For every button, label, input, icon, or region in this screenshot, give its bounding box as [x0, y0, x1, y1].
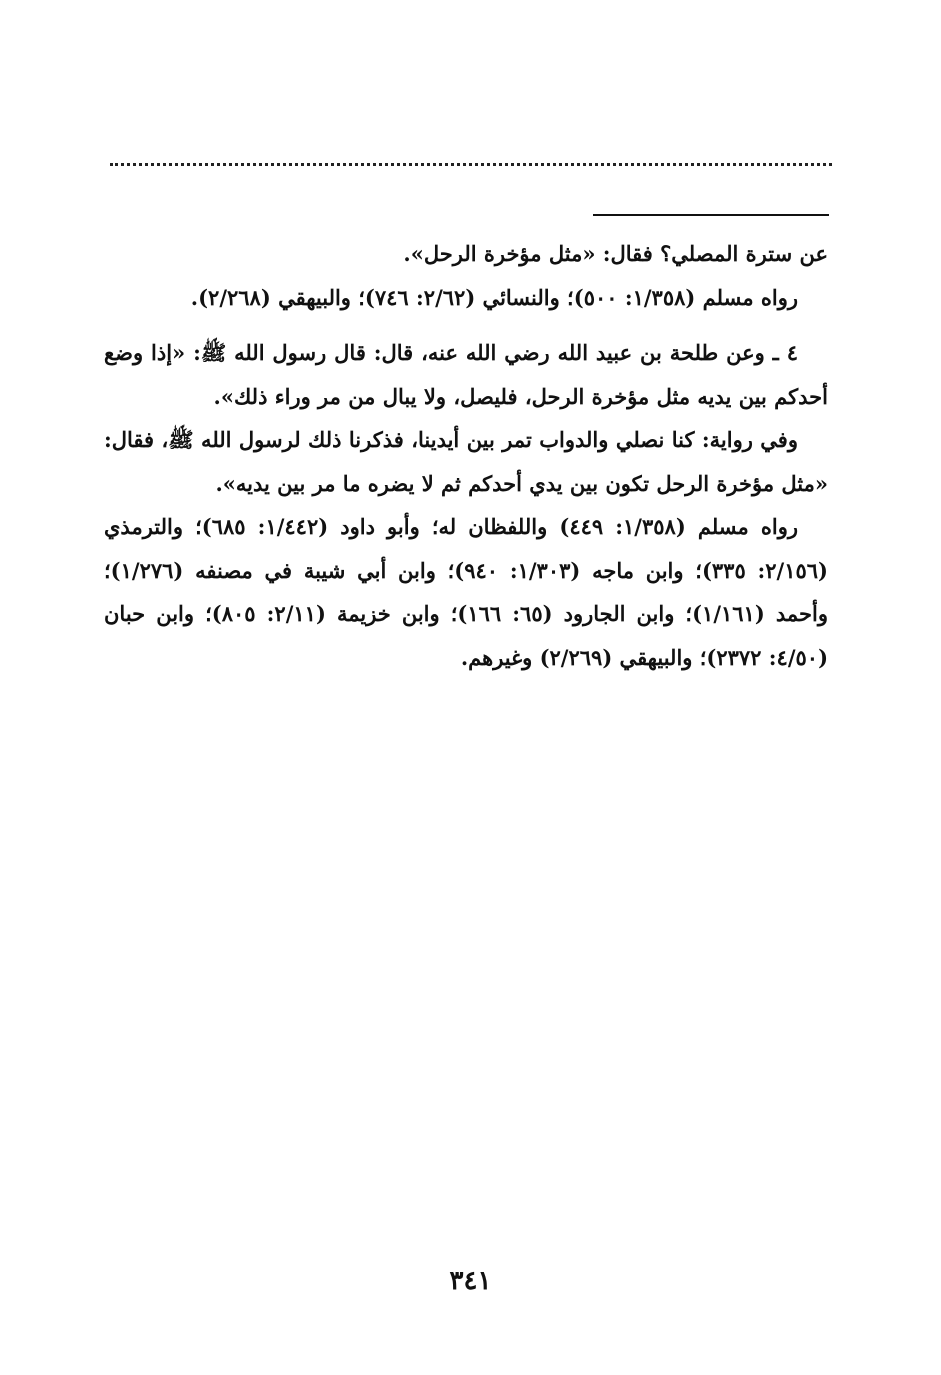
paragraph-continuation: عن سترة المصلي؟ فقال: «مثل مؤخرة الرحل».: [403, 241, 828, 266]
footnote-text: [104, 232, 828, 679]
paragraph-hadith-4: ٤ ـ وعن طلحة بن عبيد الله رضي الله عنه، قال: قال رسول الله ﷺ: «إذا وضع أحدكم بين يديه مثل مؤخرة الرحل، فليصل، ولا يبال من مر وراء ذلك».: [104, 340, 828, 409]
dotted-separator: [110, 163, 832, 166]
paragraph-riwaya: وفي رواية: كنا نصلي والدواب تمر بين أيدينا، فذكرنا ذلك لرسول الله ﷺ، فقال: «مثل مؤخرة الرحل تكون بين يدي أحدكم ثم لا يضره ما مر بين يديه».: [104, 427, 828, 496]
page-number: ٣٤١: [449, 1266, 492, 1296]
paragraph-sources-1: رواه مسلم (١/٣٥٨: ٥٠٠)؛ والنسائي (٢/٦٢: ٧٤٦)؛ والبيهقي (٢/٢٦٨).: [190, 284, 798, 310]
paragraph-sources-2: رواه مسلم (١/٣٥٨: ٤٤٩) واللفظان له؛ وأبو داود (١/٤٤٢: ٦٨٥)؛ والترمذي (٢/١٥٦: ٣٣٥)؛ وابن ماجه (١/٣٠٣: ٩٤٠)؛ وابن أبي شيبة في مصنفه (١/٢٧٦)؛ وأحمد (١/١٦١)؛ وابن الجارود (٦٥: ١٦٦)؛ وابن خزيمة (٢/١١: ٨٠٥)؛ وابن حبان (٤/٥٠: ٢٣٧٢)؛ والبيهقي (٢/٢٦٩) وغيرهم.: [104, 514, 828, 670]
footnote-rule: [593, 214, 829, 216]
